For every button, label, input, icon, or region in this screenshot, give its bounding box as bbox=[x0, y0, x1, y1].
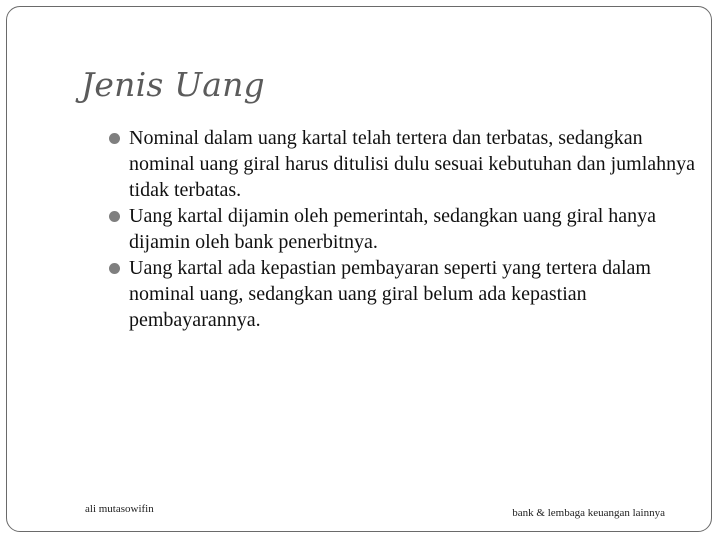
footer-author: ali mutasowifin bbox=[85, 503, 154, 515]
bullet-item bbox=[105, 203, 695, 255]
bullet-dot-icon bbox=[109, 211, 120, 222]
bullet-text: Uang kartal dijamin oleh pemerintah, sedangkan uang giral hanya dijamin oleh bank penerbitnya. bbox=[129, 205, 657, 253]
bullet-text: Uang kartal ada kepastian pembayaran seperti yang tertera dalam nominal uang, sedangkan uang giral belum ada kepastian pembayarannya. bbox=[129, 257, 651, 331]
footer-course: bank & lembaga keuangan lainnya bbox=[512, 507, 665, 519]
bullet-item bbox=[105, 255, 695, 333]
slide-title: Jenis Uang bbox=[81, 65, 265, 104]
bullet-dot-icon bbox=[109, 263, 120, 274]
bullet-dot-icon bbox=[109, 133, 120, 144]
bullet-item bbox=[105, 125, 695, 203]
slide-frame bbox=[6, 6, 712, 532]
bullet-text: Nominal dalam uang kartal telah tertera dan terbatas, sedangkan nominal uang giral harus ditulisi dulu sesuai kebutuhan dan jumlahnya tidak terbatas. bbox=[129, 127, 696, 201]
bullet-list bbox=[105, 125, 695, 333]
